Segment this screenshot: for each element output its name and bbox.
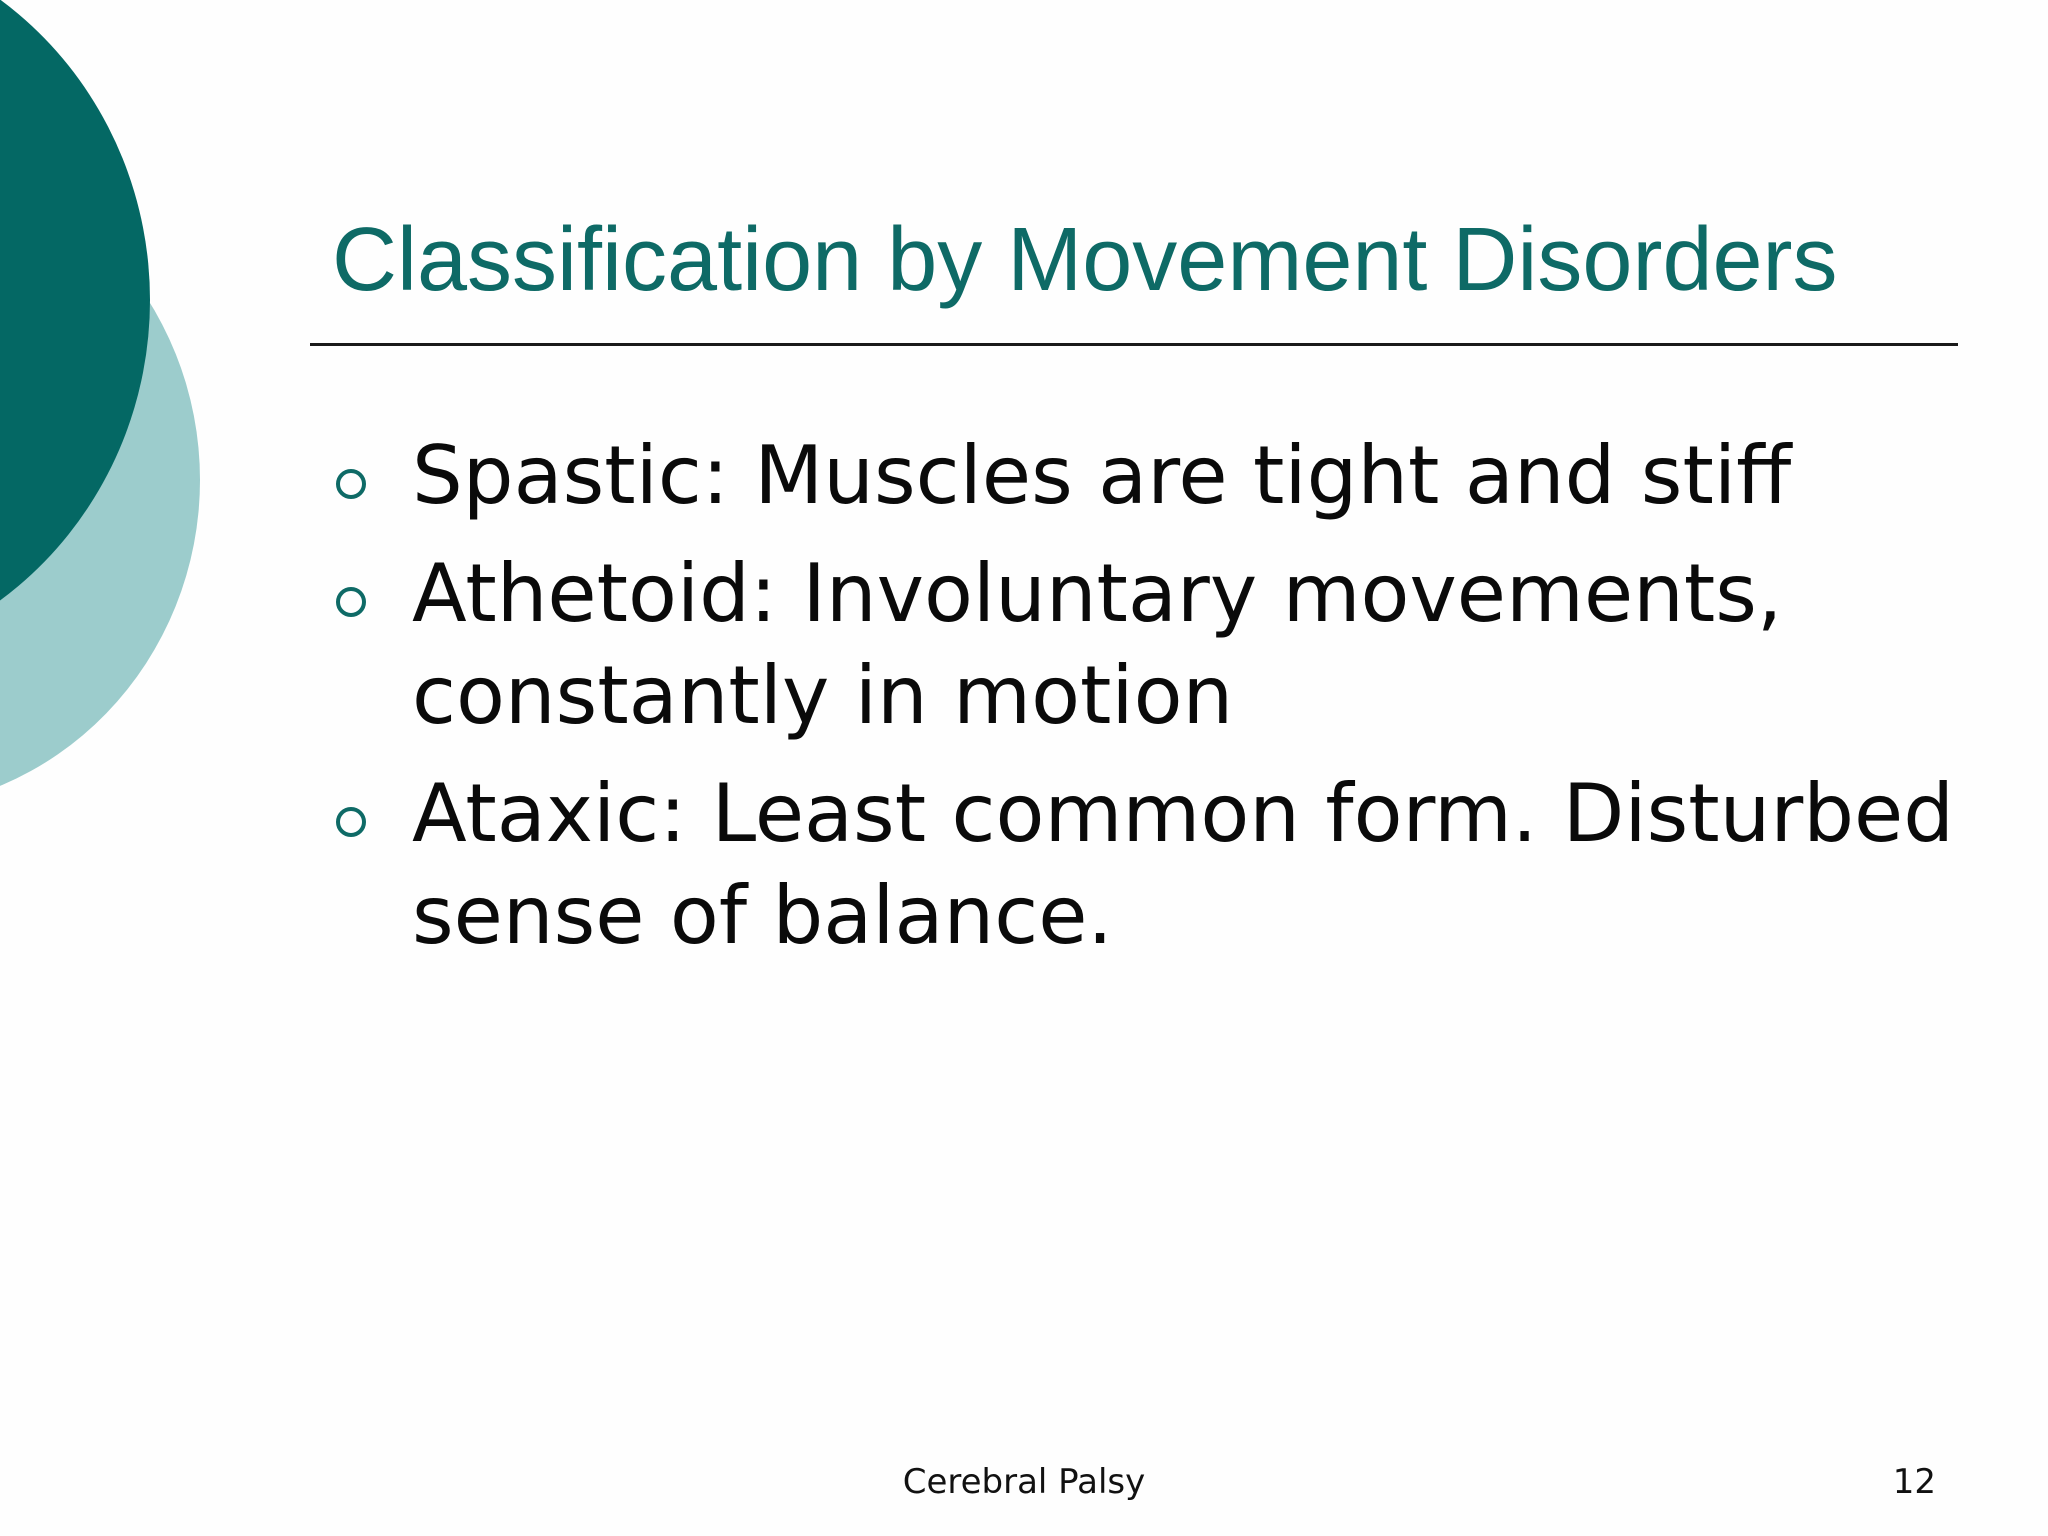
hollow-circle-icon	[336, 807, 366, 837]
hollow-circle-icon	[336, 587, 366, 617]
page-number: 12	[1892, 1462, 1936, 1502]
bullet-item-athetoid	[332, 543, 1972, 747]
bullet-text: Spastic: Muscles are tight and stiff	[412, 429, 1792, 522]
hollow-circle-icon	[336, 469, 366, 499]
bullet-text: Ataxic: Least common form. Disturbed sense of balance.	[412, 767, 1955, 962]
slide-title: Classification by Movement Disorders	[332, 210, 1838, 310]
footer-title: Cerebral Palsy	[902, 1462, 1146, 1502]
bullet-list	[332, 425, 1972, 983]
bullet-item-spastic	[332, 425, 1972, 527]
title-divider	[310, 343, 1958, 346]
bullet-item-ataxic	[332, 763, 1972, 967]
bullet-text: Athetoid: Involuntary movements, constantly in motion	[412, 547, 1783, 742]
